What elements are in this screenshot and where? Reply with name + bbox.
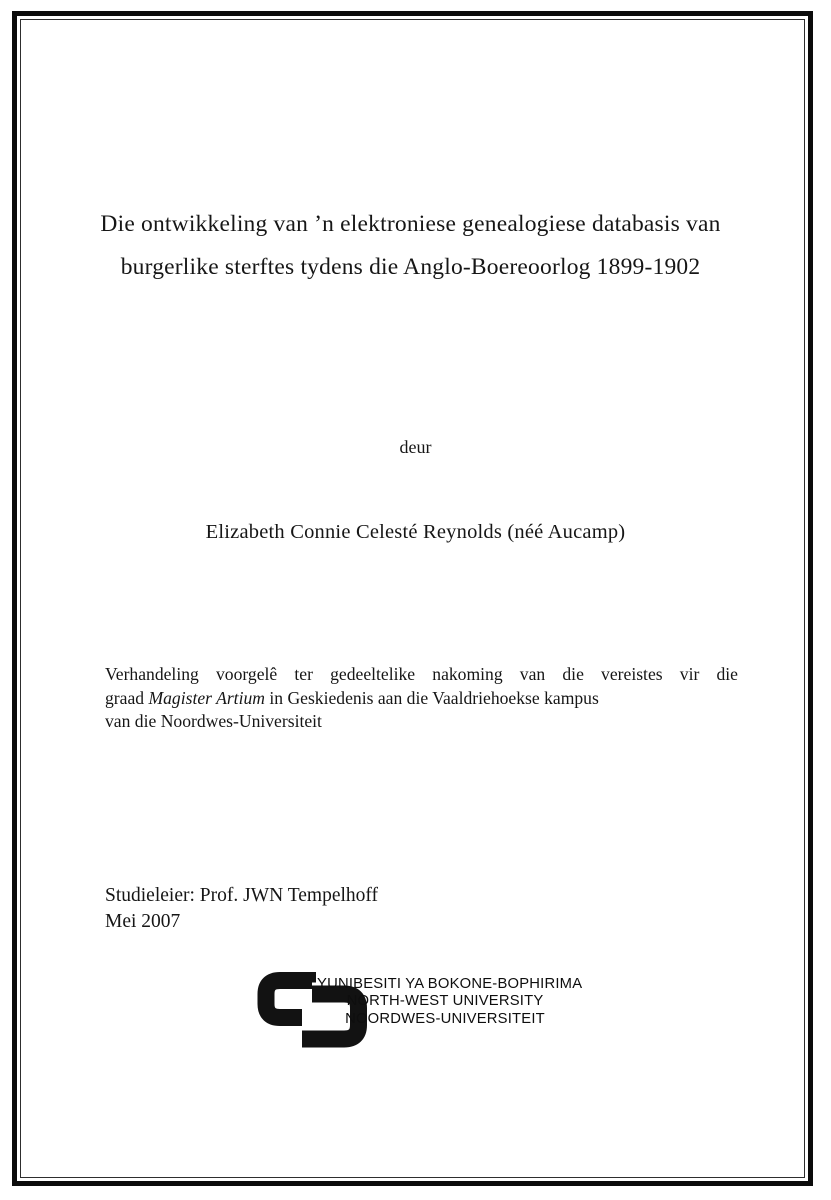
submission-line3: van die Noordwes-Universiteit xyxy=(105,711,322,732)
logo-line-setswana: YUNIBESITI YA BOKONE-BOPHIRIMA xyxy=(317,976,583,992)
date-line: Mei 2007 xyxy=(105,911,181,932)
supervisor-line: Studieleier: Prof. JWN Tempelhoff xyxy=(105,885,379,906)
author-name: Elizabeth Connie Celesté Reynolds (néé Aucamp) xyxy=(205,521,626,543)
logo-line-afrikaans: NOORDWES-UNIVERSITEIT xyxy=(345,1010,545,1027)
thesis-title-line2: burgerlike sterftes tydens die Anglo-Boereoorlog 1899-1902 xyxy=(120,254,701,280)
university-logo-text xyxy=(317,976,583,1028)
submission-line2-prefix: graad xyxy=(105,687,149,708)
degree-name-italic: Magister Artium xyxy=(148,687,265,708)
submission-line2-suffix: in Geskiedenis aan die Vaaldriehoekse kampus xyxy=(264,687,599,708)
thesis-title-line1: Die ontwikkeling van ’n elektroniese genealogiese databasis van xyxy=(100,211,721,237)
byline-deur: deur xyxy=(399,437,432,457)
submission-line1: Verhandeling voorgelê ter gedeeltelike nakoming van die vereistes vir die xyxy=(105,664,738,684)
logo-line-english: NORTH-WEST UNIVERSITY xyxy=(346,993,544,1010)
